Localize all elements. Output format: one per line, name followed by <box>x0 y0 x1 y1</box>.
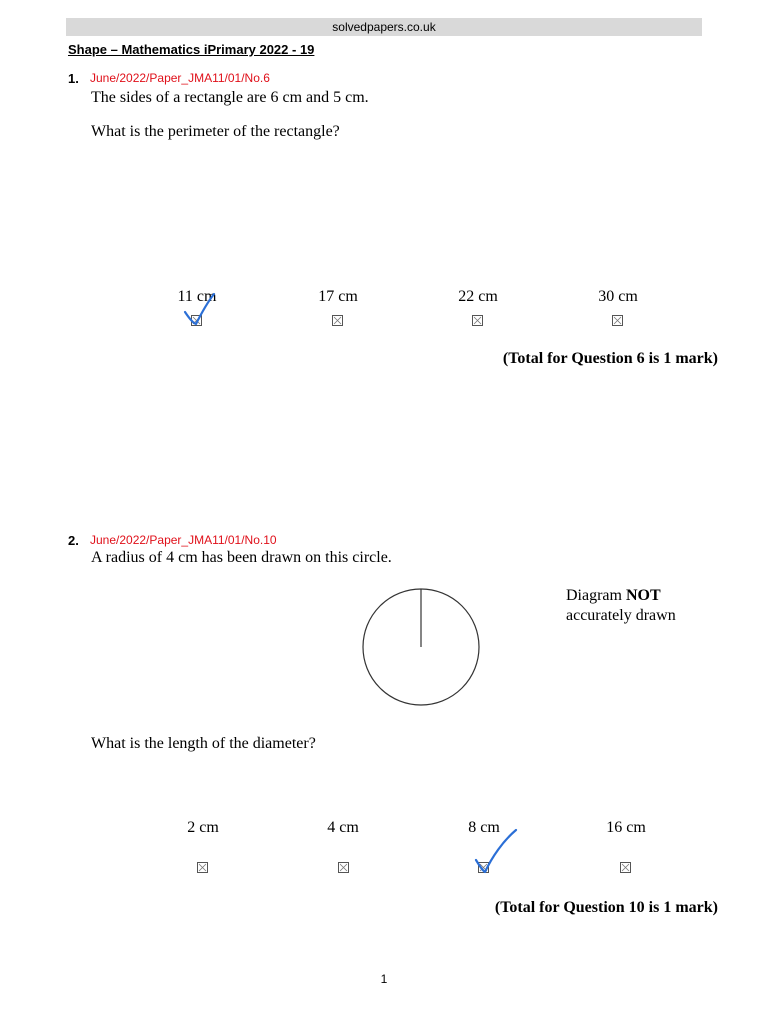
q1-option-label-1: 11 cm <box>177 288 217 305</box>
question-1-text: The sides of a rectangle are 6 cm and 5 cm. <box>91 89 369 106</box>
question-2-total: (Total for Question 10 is 1 mark) <box>494 899 718 916</box>
question-2-number: 2. <box>68 533 79 548</box>
document-title: Shape – Mathematics iPrimary 2022 - 19 <box>68 42 315 57</box>
q2-checkbox-2[interactable] <box>338 862 349 873</box>
q1-option-label-3: 22 cm <box>458 288 498 305</box>
q2-check-mark-icon <box>470 824 522 876</box>
diagram-note-line-2: accurately drawn <box>566 607 676 624</box>
page-number: 1 <box>380 972 388 986</box>
q2-option-label-1: 2 cm <box>187 819 219 836</box>
q1-checkbox-3[interactable] <box>472 315 483 326</box>
q1-check-mark-icon <box>180 290 220 330</box>
question-1-reference: June/2022/Paper_JMA11/01/No.6 <box>90 71 270 85</box>
q2-option-label-2: 4 cm <box>327 819 359 836</box>
question-2-reference: June/2022/Paper_JMA11/01/No.10 <box>90 533 277 547</box>
q2-option-label-4: 16 cm <box>606 819 646 836</box>
q1-option-label-4: 30 cm <box>598 288 638 305</box>
q2-checkbox-4[interactable] <box>620 862 631 873</box>
question-1-number: 1. <box>68 71 79 86</box>
circle-diagram <box>360 585 484 709</box>
header-bar <box>66 18 702 36</box>
q1-option-label-2: 17 cm <box>318 288 358 305</box>
diagram-note-line-1: Diagram NOT <box>566 587 661 604</box>
site-name: solvedpapers.co.uk <box>332 20 436 34</box>
question-1-total: (Total for Question 6 is 1 mark) <box>502 350 718 367</box>
q1-checkbox-4[interactable] <box>612 315 623 326</box>
question-1-prompt: What is the perimeter of the rectangle? <box>91 123 340 140</box>
q1-checkbox-2[interactable] <box>332 315 343 326</box>
question-2-prompt: What is the length of the diameter? <box>91 735 316 752</box>
question-2-text: A radius of 4 cm has been drawn on this circle. <box>91 549 392 566</box>
q2-checkbox-1[interactable] <box>197 862 208 873</box>
q2-option-label-3: 8 cm <box>468 819 500 836</box>
